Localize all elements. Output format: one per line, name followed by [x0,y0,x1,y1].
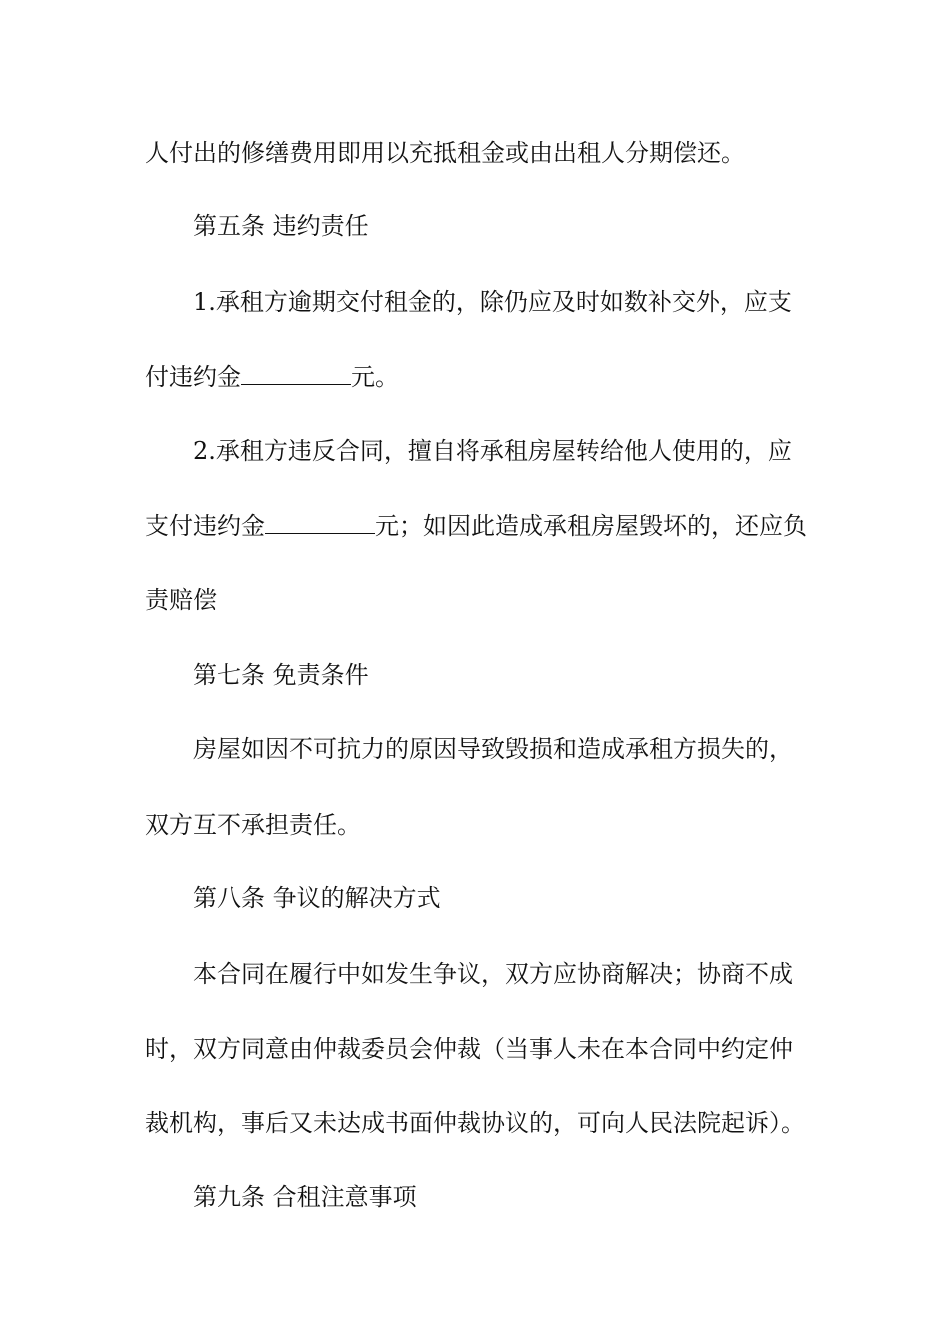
article-5-item-2-line-1: 2.承租方违反合同，擅自将承租房屋转给他人使用的，应 [193,437,792,465]
article-9-heading: 第九条 合租注意事项 [193,1183,417,1211]
article-8-line-2: 时，双方同意由仲裁委员会仲裁（当事人未在本合同中约定仲 [145,1035,793,1063]
blank-amount-field [265,511,375,534]
article-5-item-1-text-after: 元。 [351,363,399,391]
article-8-line-3: 裁机构，事后又未达成书面仲裁协议的，可向人民法院起诉）。 [145,1109,805,1137]
article-5-item-1-line-2 [145,362,810,392]
article-7-line-1: 房屋如因不可抗力的原因导致毁损和造成承租方损失的， [193,735,793,763]
article-7-line-2: 双方互不承担责任。 [145,811,361,839]
continuation-paragraph: 人付出的修缮费用即用以充抵租金或由出租人分期偿还。 [145,139,745,167]
article-5-item-2-text-after: 元；如因此造成承租房屋毁坏的，还应负 [375,512,807,540]
article-7-heading: 第七条 免责条件 [193,661,369,689]
article-5-item-1-text-before: 付违约金 [145,363,241,391]
article-5-item-1-line-1: 1.承租方逾期交付租金的，除仍应及时如数补交外，应支 [193,288,792,316]
article-8-line-1: 本合同在履行中如发生争议，双方应协商解决；协商不成 [193,960,793,988]
article-8-heading: 第八条 争议的解决方式 [193,884,441,912]
article-5-heading: 第五条 违约责任 [193,212,369,240]
article-5-item-2-text-before: 支付违约金 [145,512,265,540]
article-5-item-2-line-3: 责赔偿 [145,586,217,614]
blank-amount-field [241,362,351,385]
article-5-item-2-line-2 [145,511,810,541]
